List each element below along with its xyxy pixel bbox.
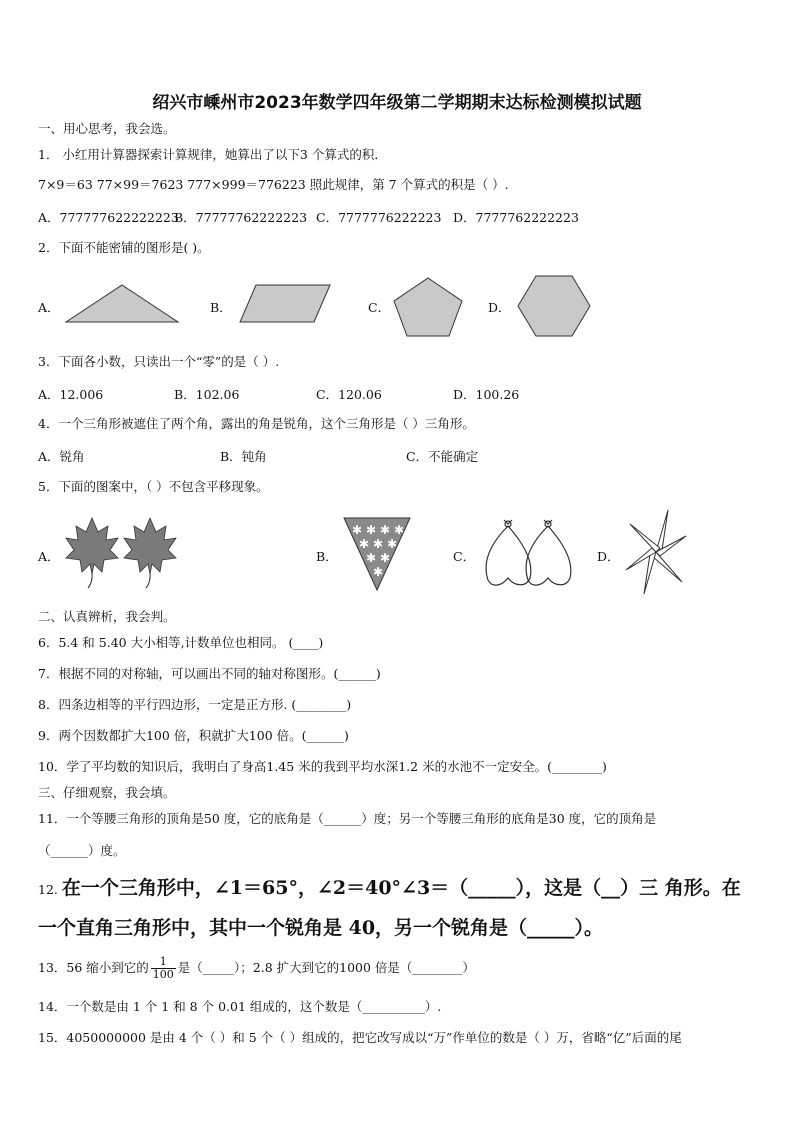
- q2-option-b: B．: [210, 300, 232, 315]
- q6-statement: 6．5.4 和 5.40 大小相等,计数单位也相同。 (____): [38, 635, 324, 650]
- q5-option-d: D．: [597, 549, 620, 564]
- q4-option-a: A．锐角: [38, 449, 85, 464]
- section-heading-2: 二、认真辨析，我会判。: [38, 609, 176, 624]
- q2-option-a: A．: [38, 300, 60, 315]
- q15-line: 15．4050000000 是由 4 个（ ）和 5 个（ ）组成的，把它改写成以“万”作单位的数是（ ）万，省略“亿”后面的尾: [38, 1030, 682, 1045]
- q13-prefix: 13．56 缩小到它的: [38, 960, 149, 975]
- q12-line1: [38, 876, 741, 900]
- q1-option-b: B．77777762222223: [174, 210, 308, 225]
- pentagon-shape: [392, 276, 464, 338]
- q4-stem: 4．一个三角形被遮住了两个角，露出的角是锐角，这个三角形是（ ）三角形。: [38, 416, 475, 431]
- q13-fraction: [151, 956, 176, 981]
- q3-option-c: C．120.06: [316, 387, 382, 402]
- q1-stem: 1． 小红用计算器探索计算规律，她算出了以下3 个算式的积．: [38, 147, 387, 162]
- q14-line: 14．一个数是由 1 个 1 和 8 个 0.01 组成的，这个数是（__________）.: [38, 999, 442, 1014]
- svg-text:✱: ✱: [366, 523, 377, 537]
- svg-text:✱: ✱: [373, 537, 384, 551]
- q13-fraction-numerator: 1: [151, 956, 176, 969]
- maple-leaves-image: [62, 514, 182, 592]
- q10-statement: 10．学了平均数的知识后，我明白了身高1.45 米的我到平均水深1.2 米的水池不一定安全。(________): [38, 759, 607, 774]
- svg-text:✱: ✱: [387, 537, 398, 551]
- q11-line2: （______）度。: [38, 843, 126, 858]
- q4-option-c: C．不能确定: [406, 449, 479, 464]
- q12-line2: 一个直角三角形中，其中一个锐角是 40，另一个锐角是（_____）。: [38, 917, 604, 939]
- q1-option-c: C．7777776222223: [316, 210, 442, 225]
- q1-option-d: D．7777762222223: [453, 210, 579, 225]
- svg-text:✱: ✱: [380, 551, 391, 565]
- svg-text:✱: ✱: [380, 523, 391, 537]
- parallelogram-shape: [236, 282, 332, 324]
- q11-line1: 11．一个等腰三角形的顶角是50 度，它的底角是（______）度；另一个等腰三角形的底角是30 度，它的顶角是: [38, 811, 657, 826]
- q2-option-c: C．: [368, 300, 391, 315]
- q2-stem: 2．下面不能密铺的图形是( )。: [38, 240, 210, 255]
- section-heading-1: 一、用心思考，我会选。: [38, 121, 176, 136]
- q5-stem: 5．下面的图案中，（ ）不包含平移现象。: [38, 479, 269, 494]
- q7-statement: 7．根据不同的对称轴，可以画出不同的轴对称图形。(______): [38, 666, 381, 681]
- q3-stem: 3．下面各小数，只读出一个“零”的是（ ）.: [38, 354, 280, 369]
- hexagon-shape: [516, 274, 592, 338]
- q13-suffix: 是（_____）；2.8 扩大到它的1000 倍是（________）: [177, 960, 475, 975]
- q3-option-b: B．102.06: [174, 387, 240, 402]
- q8-statement: 8．四条边相等的平行四边形，一定是正方形. (________): [38, 697, 352, 712]
- q12-number: 12.: [38, 882, 58, 897]
- q9-statement: 9．两个因数都扩大100 倍，积就扩大100 倍。(______): [38, 728, 349, 743]
- q5-option-a: A．: [38, 549, 60, 564]
- q13-line: [38, 954, 475, 982]
- svg-text:✱: ✱: [373, 565, 384, 579]
- q1-option-a: A．777777622222223: [38, 210, 179, 225]
- section-heading-3: 三、仔细观察，我会填。: [38, 785, 176, 800]
- svg-text:✱: ✱: [352, 523, 363, 537]
- page-title: 绍兴市嵊州市2023年数学四年级第二学期期末达标检测模拟试题: [152, 93, 642, 113]
- q12-text-1: 在一个三角形中，∠1＝65°，∠2＝40°∠3＝（_____），这是（__）三 角形。在: [61, 877, 741, 899]
- q1-equations: 7×9＝63 77×99＝7623 777×999＝776223 照此规律，第 7 个算式的积是（ ）.: [38, 177, 509, 192]
- svg-text:✱: ✱: [366, 551, 377, 565]
- q13-fraction-denominator: 100: [152, 968, 174, 981]
- inverted-triangle-flowers-image: [342, 516, 412, 592]
- q5-option-b: B．: [316, 549, 338, 564]
- double-heart-figure-image: [480, 514, 582, 592]
- svg-text:✱: ✱: [394, 523, 405, 537]
- triangle-shape: [62, 282, 182, 324]
- q2-option-d: D．: [488, 300, 511, 315]
- pinwheel-image: [624, 506, 688, 598]
- q3-option-a: A．12.006: [38, 387, 104, 402]
- q4-option-b: B．钝角: [220, 449, 267, 464]
- svg-text:✱: ✱: [359, 537, 370, 551]
- q5-option-c: C．: [453, 549, 476, 564]
- q3-option-d: D．100.26: [453, 387, 520, 402]
